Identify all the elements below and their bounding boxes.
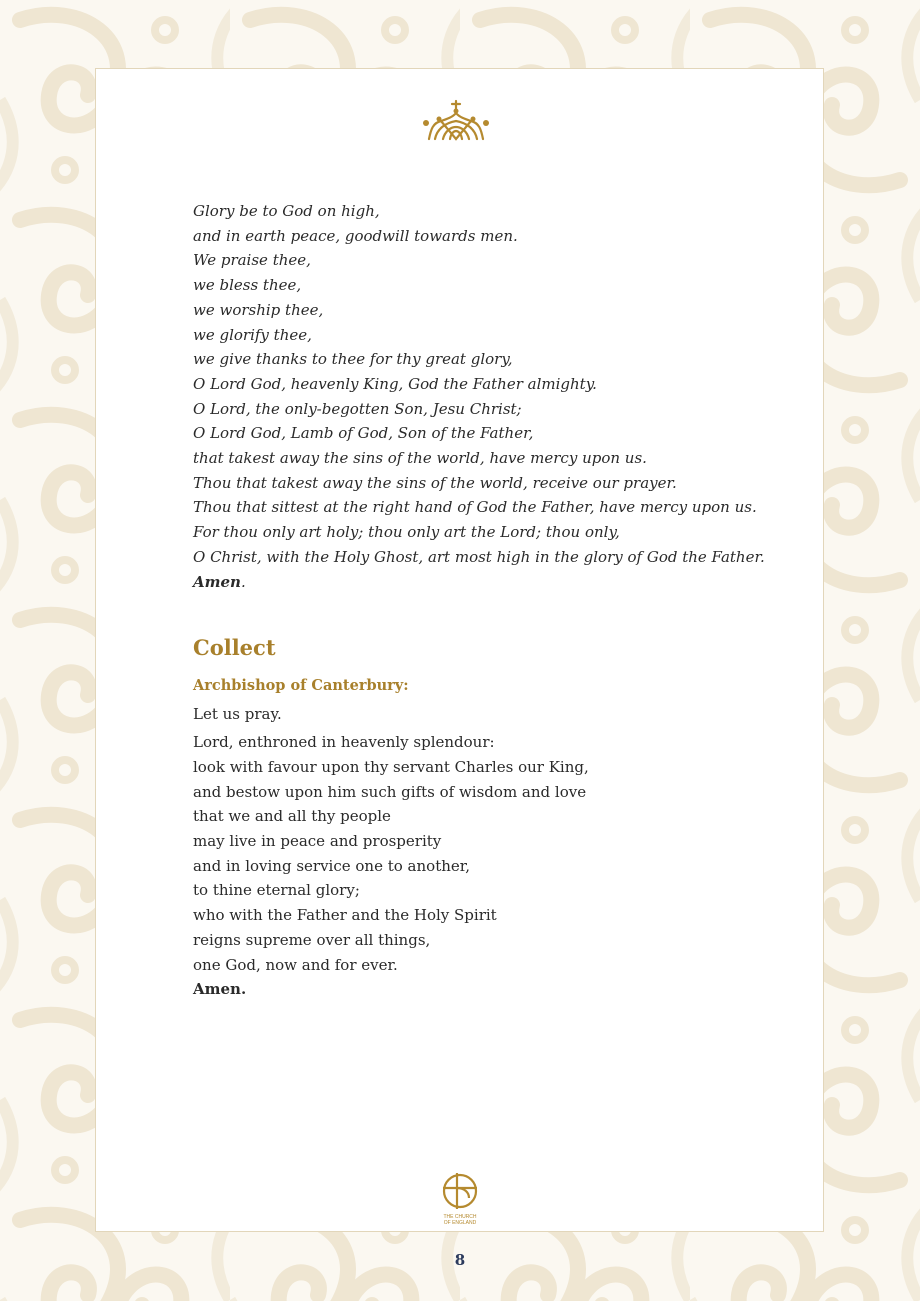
collect-prayer xyxy=(193,730,793,1002)
section-heading-collect: Collect xyxy=(193,635,276,661)
gloria-hymn xyxy=(193,199,793,594)
gloria-line: O Lord God, heavenly King, God the Father almighty. xyxy=(193,374,597,393)
gloria-amen xyxy=(193,570,793,595)
collect-line: and in loving service one to another, xyxy=(193,856,471,875)
collect-invitation: Let us pray. xyxy=(193,705,282,724)
collect-line: that we and all thy people xyxy=(193,807,391,826)
crown-icon xyxy=(421,99,491,143)
collect-line: and bestow upon him such gifts of wisdom and love xyxy=(193,782,587,801)
church-of-england-logo-icon xyxy=(436,1170,484,1228)
collect-amen: Amen. xyxy=(193,980,247,999)
gloria-line: we worship thee, xyxy=(193,300,324,319)
collect-line: who with the Father and the Holy Spirit xyxy=(193,906,497,925)
gloria-line: We praise thee, xyxy=(193,251,311,270)
collect-line: reigns supreme over all things, xyxy=(193,930,431,949)
gloria-amen-word: Amen xyxy=(193,572,241,591)
collect-line: to thine eternal glory; xyxy=(193,881,360,900)
gloria-line: Thou that sittest at the right hand of God the Father, have mercy upon us. xyxy=(193,498,757,517)
gloria-line: O Lord, the only-begotten Son, Jesu Christ; xyxy=(193,399,522,418)
collect-line: one God, now and for ever. xyxy=(193,955,398,974)
gloria-line: and in earth peace, goodwill towards men. xyxy=(193,226,518,245)
gloria-line: we glorify thee, xyxy=(193,325,312,344)
gloria-line: that takest away the sins of the world, have mercy upon us. xyxy=(193,449,647,468)
speaker-label: Archbishop of Canterbury: xyxy=(193,677,409,695)
gloria-line: Thou that takest away the sins of the world, receive our prayer. xyxy=(193,473,677,492)
logo-text-line2: OF ENGLAND xyxy=(443,1220,477,1226)
page-number: 8 xyxy=(454,1251,466,1269)
gloria-line: Glory be to God on high, xyxy=(193,202,380,220)
collect-line: look with favour upon thy servant Charles our King, xyxy=(193,757,589,776)
gloria-line: O Christ, with the Holy Ghost, art most high in the glory of God the Father. xyxy=(193,547,765,566)
gloria-amen-period: . xyxy=(240,572,246,591)
gloria-line: For thou only art holy; thou only art the Lord; thou only, xyxy=(193,523,620,542)
gloria-line: we bless thee, xyxy=(193,276,302,295)
main-content xyxy=(193,199,793,1002)
collect-line: Lord, enthroned in heavenly splendour: xyxy=(193,733,495,752)
logo-text-line1: THE CHURCH xyxy=(443,1214,477,1220)
gloria-line: we give thanks to thee for thy great glory, xyxy=(193,350,513,369)
gloria-line: O Lord God, Lamb of God, Son of the Father, xyxy=(193,424,534,443)
collect-line: may live in peace and prosperity xyxy=(193,832,442,851)
